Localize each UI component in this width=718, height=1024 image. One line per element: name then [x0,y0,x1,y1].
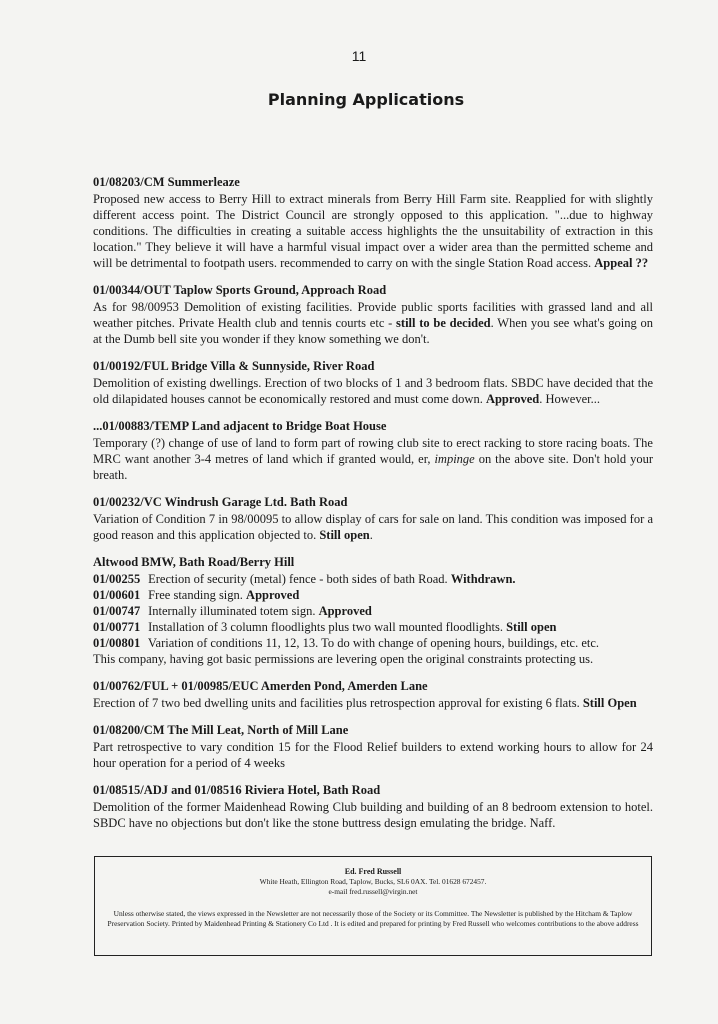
sub-application-row [93,571,653,587]
application-ref: 01/00801 [93,636,141,650]
application-note: This company, having got basic permissions are levering open the original constraints protecting us. [93,652,594,666]
description-text: . When you see what's going on at the Dumb bell site you wonder if they know something we don't. [93,316,653,346]
description-text: Free standing sign. [148,588,243,602]
status-label: Still open [506,620,557,634]
disclaimer-text: Unless otherwise stated, the views expressed in the Newsletter are not necessarily those of the Society or its Committee. The Newsletter is published by the Hitcham & Taplow Preservation Society. Printed by Maidenhead Printing & Stationery Co Ltd . It is edited and prepared for printing by Fred Russell who welcomes contributions to the above address [107,909,639,928]
status-label: Still open [319,528,370,542]
application-description [93,375,653,407]
application-entry [93,678,653,711]
planning-applications-list [93,174,653,842]
description-text: Temporary (?) change of use of land to form part of rowing club site to erect racking to store racing boats. The MRC want another 3-4 metres of land which if granted would, er, [93,436,653,466]
editor-name: Ed. Fred Russell [344,867,402,876]
sub-application-row [93,603,653,619]
status-label: Approved [246,588,300,602]
application-entry [93,358,653,407]
description-text: As for 98/00953 Demolition of existing facilities. Provide public sports facilities with grassed land and all weather pitches. Private Health club and tennis courts etc - [93,300,653,330]
application-heading: ...01/00883/TEMP Land adjacent to Bridge Boat House [93,419,387,433]
description-text: Variation of conditions 11, 12, 13. To do with change of opening hours, buildings, etc. etc. [147,636,600,650]
description-text: on the above site. Don't hold your breath. [93,452,653,482]
application-heading: 01/00232/VC Windrush Garage Ltd. Bath Road [93,495,348,509]
description-text: Variation of Condition 7 in 98/00095 to allow display of cars for sale on land. This condition was imposed for a good reason and this application objected to. [93,512,653,542]
application-entry [93,282,653,347]
description-text: Erection of 7 two bed dwelling units and facilities plus retrospection approval for existing 6 flats. [93,696,580,710]
status-label: Approved [485,392,540,406]
description-text: Proposed new access to Berry Hill to extract minerals from Berry Hill Farm site. Reapplied for with slightly different access point. The District Council are strongly opposed to this application. "...due to highway conditions. The difficulties in creating a suitable access highlights the the unsuitability of extraction in this location." They believe it will have a harmful visual impact over a wider area than the permitted scheme and will be detrimental to footpath users. recommended to carry on with the single Station Road access. [93,192,653,270]
page-title: Planning Applications [267,90,465,109]
application-description [93,435,653,483]
application-description [93,191,653,271]
status-label: still to be decided [396,316,491,330]
status-label: Withdrawn. [450,572,516,586]
application-description [93,695,653,711]
application-entry [93,554,653,667]
editor-email: e-mail fred.russell@virgin.net [328,887,418,896]
application-heading: 01/00344/OUT Taplow Sports Ground, Approach Road [93,283,387,297]
application-ref: 01/00747 [93,604,141,618]
application-entry [93,174,653,271]
description-text: . However... [539,392,600,406]
application-heading: 01/08203/CM Summerleaze [93,175,240,189]
status-label: Approved [318,604,372,618]
application-heading: 01/00762/FUL + 01/00985/EUC Amerden Pond, Amerden Lane [93,679,428,693]
application-entry [93,418,653,483]
application-heading: 01/08200/CM The Mill Leat, North of Mill Lane [93,723,349,737]
sub-application-row [93,619,653,635]
sub-application-row [93,587,653,603]
status-label: Still Open [582,696,637,710]
application-description: Demolition of the former Maidenhead Rowing Club building and building of an 8 bedroom extension to hotel. SBDC have no objections but don't like the stone buttress design emulating the bridge. Naff. [93,800,653,830]
page-number: 11 [351,48,367,64]
description-text: Erection of security (metal) fence - both sides of bath Road. [148,572,448,586]
application-entry [93,494,653,543]
application-description: Variation of Condition 7 in 98/00095 to allow display of cars for sale on land. This condition was imposed for a good reason and this application objected to. Still open. [93,512,653,542]
application-heading: 01/08515/ADJ and 01/08516 Riviera Hotel, Bath Road [93,783,381,797]
description-text: Installation of 3 column floodlights plus two wall mounted floodlights. [148,620,503,634]
editor-address: White Heath, Ellington Road, Taplow, Bucks, SL6 0AX. Tel. 01628 672457. [259,877,487,886]
application-ref: 01/00771 [93,620,141,634]
application-description [93,299,653,347]
application-heading: Altwood BMW, Bath Road/Berry Hill [93,555,295,569]
sub-application-row [93,635,653,651]
newsletter-footer [94,856,652,956]
description-text: Internally illuminated totem sign. [148,604,316,618]
application-ref: 01/00255 [93,572,141,586]
emphasis-text: impinge [434,452,475,466]
application-description: Part retrospective to vary condition 15 for the Flood Relief builders to extend working hours to allow for 24 hour operation for a period of 4 weeks [93,740,653,770]
application-entry [93,782,653,831]
description-text: Demolition of existing dwellings. Erection of two blocks of 1 and 3 bedroom flats. SBDC have decided that the old dilapidated houses cannot be economically restored and must come down. [93,376,653,406]
status-label: Appeal ?? [594,256,649,270]
application-ref: 01/00601 [93,588,141,602]
application-entry [93,722,653,771]
application-heading: 01/00192/FUL Bridge Villa & Sunnyside, River Road [93,359,375,373]
